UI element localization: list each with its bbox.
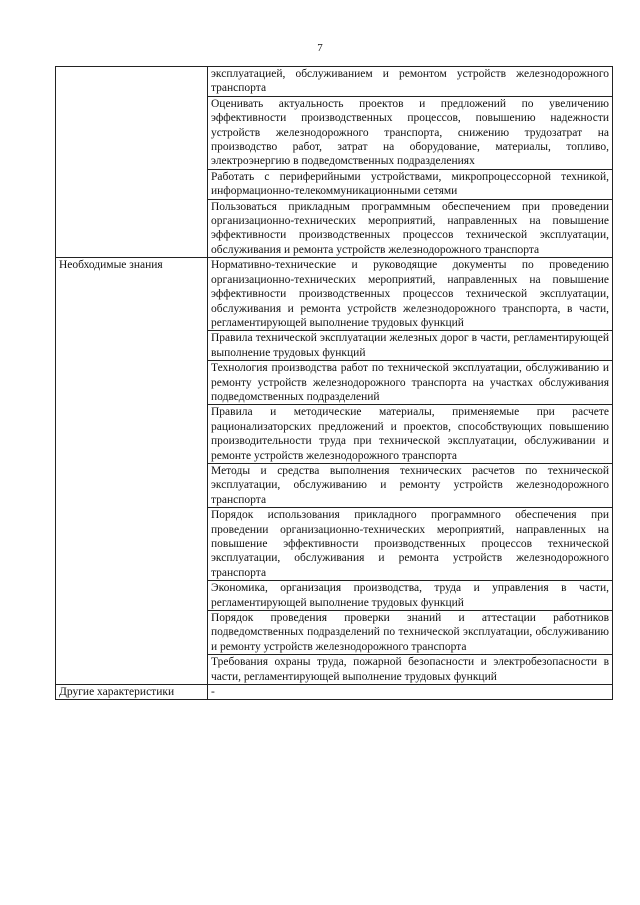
table-row (56, 258, 613, 331)
table-cell: Работать с периферийными устройствами, микропроцессорной техникой, информационно-телекоммуникационными сетями (208, 169, 613, 199)
table-cell: Правила технической эксплуатации железных дорог в части, регламентирующей выполнение трудовых функций (208, 331, 613, 361)
page-number: 7 (317, 42, 323, 54)
table-cell: Пользоваться прикладным программным обеспечением при проведении организационно-технических мероприятий, направленных на повышение эффективности производственных процессов технической эксплуатации, обслуживания и ремонта устройств железнодорожного транспорта (208, 199, 613, 258)
table-cell: Порядок проведения проверки знаний и аттестации работников подведомственных подразделений по технической эксплуатации, обслуживанию и ремонту устройств железнодорожного транспорта (208, 611, 613, 655)
table-cell: Правила и методические материалы, применяемые при расчете рационализаторских предложений и проектов, способствующих повышению производительности труда при технической эксплуатации, обслуживании и ремонте устройств железнодорожного транспорта (208, 405, 613, 464)
table-row (56, 67, 613, 97)
table-cell: Порядок использования прикладного программного обеспечения при проведении организационно-технических мероприятий, направленных на повышение эффективности производственных процессов технической эксплуатации, обслуживания и ремонта устройств железнодорожного транспорта (208, 508, 613, 581)
row-label (56, 67, 208, 258)
row-label-required-knowledge: Необходимые знания (56, 258, 208, 685)
table-cell: эксплуатацией, обслуживанием и ремонтом устройств железнодорожного транспорта (208, 67, 613, 97)
job-requirements-table (55, 66, 613, 700)
table-cell: Оценивать актуальность проектов и предложений по увеличению эффективности производственных процессов, повышению надежности устройств железнодорожного транспорта, снижению трудозатрат на производство работ, затрат на оборудование, материалы, топливо, электроэнергию в подведомственных подразделениях (208, 96, 613, 169)
row-label-other-characteristics: Другие характеристики (56, 685, 208, 700)
table-cell: Нормативно-технические и руководящие документы по проведению организационно-технических мероприятий, направленных на повышение эффективности производственных процессов технической эксплуатации, обслуживания и ремонта устройств железнодорожного транспорта, в части, регламентирующей выполнение трудовых функций (208, 258, 613, 331)
table-cell: Технология производства работ по технической эксплуатации, обслуживанию и ремонту устройств железнодорожного транспорта на участках обслуживания подведомственных подразделений (208, 361, 613, 405)
table-cell: Требования охраны труда, пожарной безопасности и электробезопасности в части, регламентирующей выполнение трудовых функций (208, 655, 613, 685)
table-row (56, 685, 613, 700)
table-cell: Экономика, организация производства, труда и управления в части, регламентирующей выполнение трудовых функций (208, 581, 613, 611)
table-cell: - (208, 685, 613, 700)
table-cell: Методы и средства выполнения технических расчетов по технической эксплуатации, обслуживанию и ремонту устройств железнодорожного транспорта (208, 463, 613, 507)
